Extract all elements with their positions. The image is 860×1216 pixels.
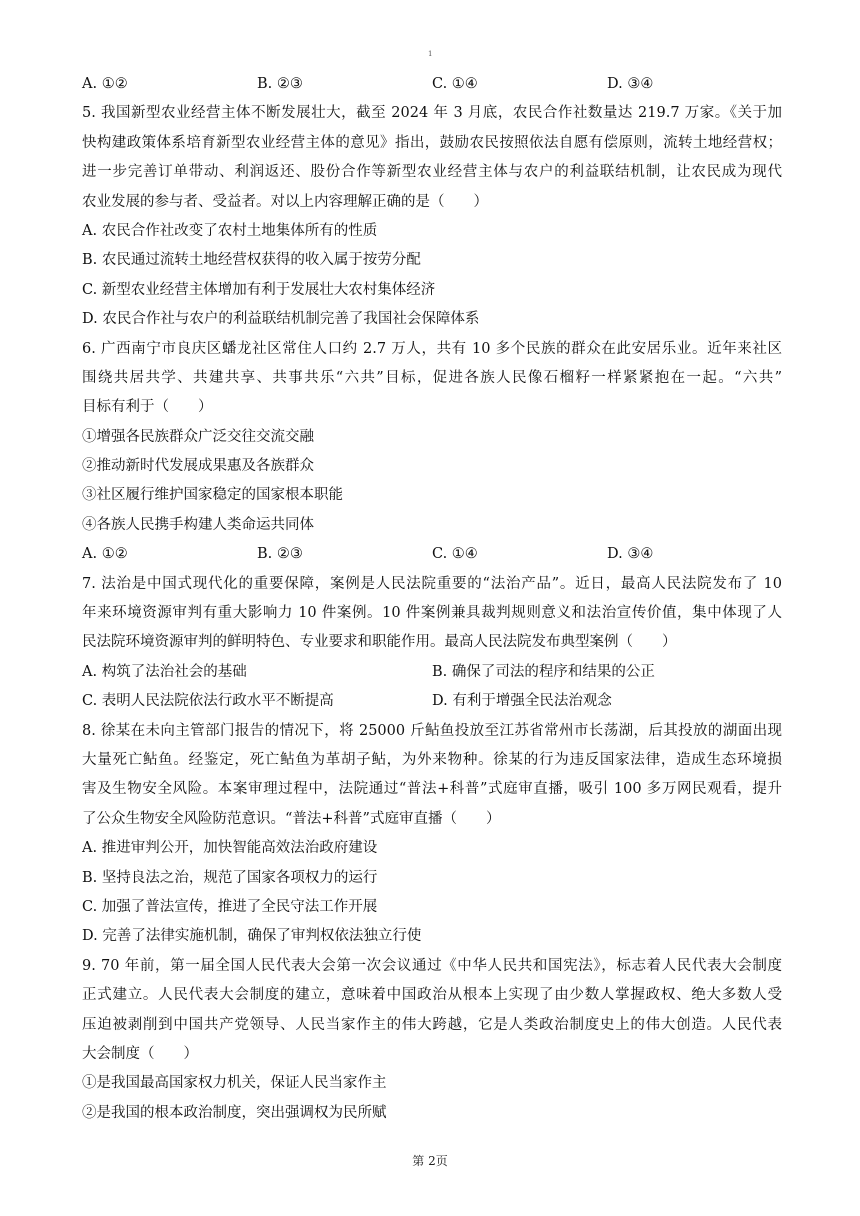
q9-stem-line: 大会制度（ ） bbox=[82, 1045, 198, 1062]
q5-option-c[interactable]: C. 新型农业经营主体增加有利于发展壮大农村集体经济 bbox=[82, 281, 436, 298]
q9-stem-line: 9. 70 年前，第一届全国人民代表大会第一次会议通过《中华人民共和国宪法》，标志着人民代表大会制度 bbox=[82, 957, 782, 974]
header-mark: 1 bbox=[428, 50, 433, 58]
q9-stem-line: 正式建立。人民代表大会制度的建立，意味着中国政治从根本上实现了由少数人掌握政权、绝大多数人受 bbox=[82, 987, 782, 1004]
question-6 bbox=[82, 335, 782, 570]
q6-option-a[interactable]: A. ①② bbox=[82, 546, 128, 563]
q7-option-d[interactable]: D. 有利于增强全民法治观念 bbox=[432, 693, 612, 710]
question-8 bbox=[82, 717, 782, 952]
q6-option-d[interactable]: D. ③④ bbox=[607, 546, 654, 563]
q6-item-4: ④各族人民携手构建人类命运共同体 bbox=[82, 516, 314, 533]
q5-option-b[interactable]: B. 农民通过流转土地经营权获得的收入属于按劳分配 bbox=[82, 252, 421, 269]
question-9 bbox=[82, 952, 782, 1128]
q4-option-b[interactable]: B. ②③ bbox=[257, 76, 303, 92]
q7-stem-line: 7. 法治是中国式现代化的重要保障，案例是人民法院重要的“法治产品”。近日，最高人民法院发布了 10 bbox=[82, 575, 782, 592]
q8-stem-line: 大量死亡鲇鱼。经鉴定，死亡鲇鱼为革胡子鲇，为外来物种。徐某的行为违反国家法律，造成生态环境损 bbox=[82, 751, 782, 768]
q8-option-c[interactable]: C. 加强了普法宣传，推进了全民守法工作开展 bbox=[82, 898, 378, 915]
q5-option-a[interactable]: A. 农民合作社改变了农村土地集体所有的性质 bbox=[82, 222, 378, 239]
q8-option-b[interactable]: B. 坚持良法之治，规范了国家各项权力的运行 bbox=[82, 869, 378, 886]
q5-stem-line: 5. 我国新型农业经营主体不断发展壮大，截至 2024 年 3 月底，农民合作社数量达 219.7 万家。《关于加 bbox=[82, 105, 782, 122]
q9-item-1: ①是我国最高国家权力机关，保证人民当家作主 bbox=[82, 1075, 387, 1092]
q8-option-a[interactable]: A. 推进审判公开，加快智能高效法治政府建设 bbox=[82, 840, 378, 857]
q8-stem-line: 了公众生物安全风险防范意识。“普法+科普”式庭审直播（ ） bbox=[82, 810, 501, 827]
q6-option-b[interactable]: B. ②③ bbox=[257, 546, 303, 563]
question-5 bbox=[82, 99, 782, 334]
q6-item-2: ②推动新时代发展成果惠及各族群众 bbox=[82, 458, 314, 475]
q5-stem-line: 进一步完善订单带动、利润返还、股份合作等新型农业经营主体与农户的利益联结机制，让农民成为现代 bbox=[82, 164, 782, 181]
q8-stem-line: 害及生物安全风险。本案审理过程中，法院通过“普法+科普”式庭审直播，吸引 100 多万网民观看，提升 bbox=[82, 781, 782, 798]
q8-stem-line: 8. 徐某在未向主管部门报告的情况下，将 25000 斤鲇鱼投放至江苏省常州市长荡湖，后其投放的湖面出现 bbox=[82, 722, 782, 739]
q6-item-3: ③社区履行维护国家稳定的国家根本职能 bbox=[82, 487, 343, 504]
question-7 bbox=[82, 570, 782, 717]
page-content bbox=[82, 70, 782, 1128]
q4-option-c[interactable]: C. ①④ bbox=[432, 76, 478, 92]
q7-option-c[interactable]: C. 表明人民法院依法行政水平不断提高 bbox=[82, 693, 334, 710]
q6-stem-line: 目标有利于（ ） bbox=[82, 399, 213, 416]
q5-stem-line: 农业发展的参与者、受益者。对以上内容理解正确的是（ ） bbox=[82, 193, 488, 210]
q6-stem-line: 6. 广西南宁市良庆区蟠龙社区常住人口约 2.7 万人，共有 10 多个民族的群众在此安居乐业。近年来社区 bbox=[82, 340, 782, 357]
q7-option-b[interactable]: B. 确保了司法的程序和结果的公正 bbox=[432, 663, 655, 680]
q5-option-d[interactable]: D. 农民合作社与农户的利益联结机制完善了我国社会保障体系 bbox=[82, 311, 480, 328]
q4-options bbox=[82, 70, 782, 99]
q6-item-1: ①增强各民族群众广泛交往交流交融 bbox=[82, 428, 314, 445]
q6-stem-line: 围绕共居共学、共建共享、共事共乐“六共”目标，促进各族人民像石榴籽一样紧紧抱在一起。“六共” bbox=[82, 369, 782, 386]
q9-stem-line: 压迫被剥削到中国共产党领导、人民当家作主的伟大跨越，它是人类政治制度史上的伟大创造。人民代表 bbox=[82, 1016, 782, 1033]
q7-options-row-2 bbox=[82, 687, 782, 716]
q5-stem-line: 快构建政策体系培育新型农业经营主体的意见》指出，鼓励农民按照依法自愿有偿原则，流转土地经营权； bbox=[82, 134, 782, 151]
q4-option-a[interactable]: A. ①② bbox=[82, 76, 128, 92]
q7-option-a[interactable]: A. 构筑了法治社会的基础 bbox=[82, 663, 247, 680]
page-number: 第 2页 bbox=[412, 1154, 448, 1168]
q7-stem-line: 民法院环境资源审判的鲜明特色、专业要求和职能作用。最高人民法院发布典型案例（ ） bbox=[82, 634, 677, 651]
q7-stem-line: 年来环境资源审判有重大影响力 10 件案例。10 件案例兼具裁判规则意义和法治宣传价值，集中体现了人 bbox=[82, 605, 782, 622]
q9-item-2: ②是我国的根本政治制度，突出强调权为民所赋 bbox=[82, 1104, 387, 1121]
q6-options bbox=[82, 540, 782, 569]
q4-option-d[interactable]: D. ③④ bbox=[607, 76, 654, 92]
q7-options-row-1 bbox=[82, 658, 782, 687]
q8-option-d[interactable]: D. 完善了法律实施机制，确保了审判权依法独立行使 bbox=[82, 928, 422, 945]
q6-option-c[interactable]: C. ①④ bbox=[432, 546, 478, 563]
